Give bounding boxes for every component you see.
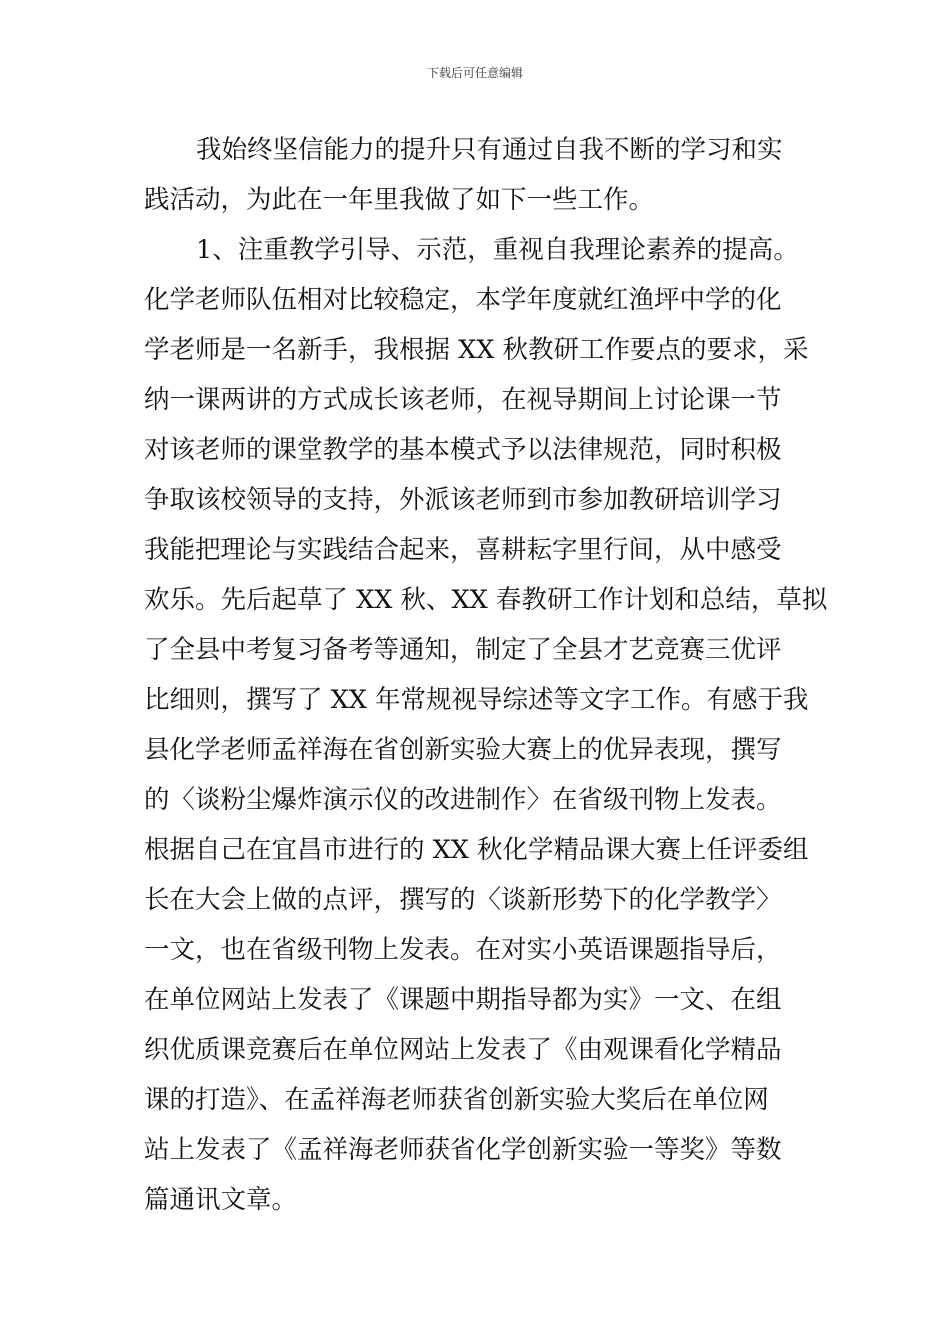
paragraph-line: 对该老师的课堂教学的基本模式予以法律规范，同时积极 [144, 435, 782, 465]
paragraph-line: 在单位网站上发表了《课题中期指导都为实》一文、在组 [144, 985, 782, 1015]
paragraph-line: 的〈谈粉尘爆炸演示仪的改进制作〉在省级刊物上发表。 [144, 785, 782, 815]
paragraph-line: 一文，也在省级刊物上发表。在对实小英语课题指导后， [144, 935, 782, 965]
body-text [144, 125, 828, 1225]
paragraph-line: 1、注重教学引导、示范，重视自我理论素养的提高。 [196, 235, 799, 265]
paragraph-line: 篇通讯文章。 [144, 1185, 298, 1215]
paragraph-line: 践活动，为此在一年里我做了如下一些工作。 [144, 185, 655, 215]
paragraph-line: 欢乐。先后起草了 XX 秋、XX 春教研工作计划和总结，草拟 [144, 585, 828, 615]
paragraph-line: 了全县中考复习备考等通知，制定了全县才艺竞赛三优评 [144, 635, 782, 665]
paragraph-line: 根据自己在宜昌市进行的 XX 秋化学精品课大赛上任评委组 [144, 835, 809, 865]
paragraph-line: 我始终坚信能力的提升只有通过自我不断的学习和实 [196, 135, 783, 165]
paragraph-line: 我能把理论与实践结合起来，喜耕耘字里行间，从中感受 [144, 535, 782, 565]
paragraph-line: 比细则，撰写了 XX 年常规视导综述等文字工作。有感于我 [144, 685, 809, 715]
paragraph-line: 纳一课两讲的方式成长该老师，在视导期间上讨论课一节 [144, 385, 782, 415]
paragraph-line: 县化学老师孟祥海在省创新实验大赛上的优异表现，撰写 [144, 735, 782, 765]
paragraph-line: 课的打造》、在孟祥海老师获省创新实验大奖后在单位网 [144, 1085, 769, 1115]
paragraph-line: 学老师是一名新手，我根据 XX 秋教研工作要点的要求，采 [144, 335, 809, 365]
header-note: 下载后可任意编辑 [426, 66, 523, 80]
paragraph-line: 长在大会上做的点评，撰写的〈谈新形势下的化学教学〉 [144, 885, 782, 915]
paragraph-line: 站上发表了《孟祥海老师获省化学创新实验一等奖》等数 [144, 1135, 782, 1165]
paragraph-line: 织优质课竞赛后在单位网站上发表了《由观课看化学精品 [144, 1035, 782, 1065]
paragraph-line: 争取该校领导的支持，外派该老师到市参加教研培训学习 [144, 485, 782, 515]
paragraph-line: 化学老师队伍相对比较稳定，本学年度就红渔坪中学的化 [144, 285, 782, 315]
